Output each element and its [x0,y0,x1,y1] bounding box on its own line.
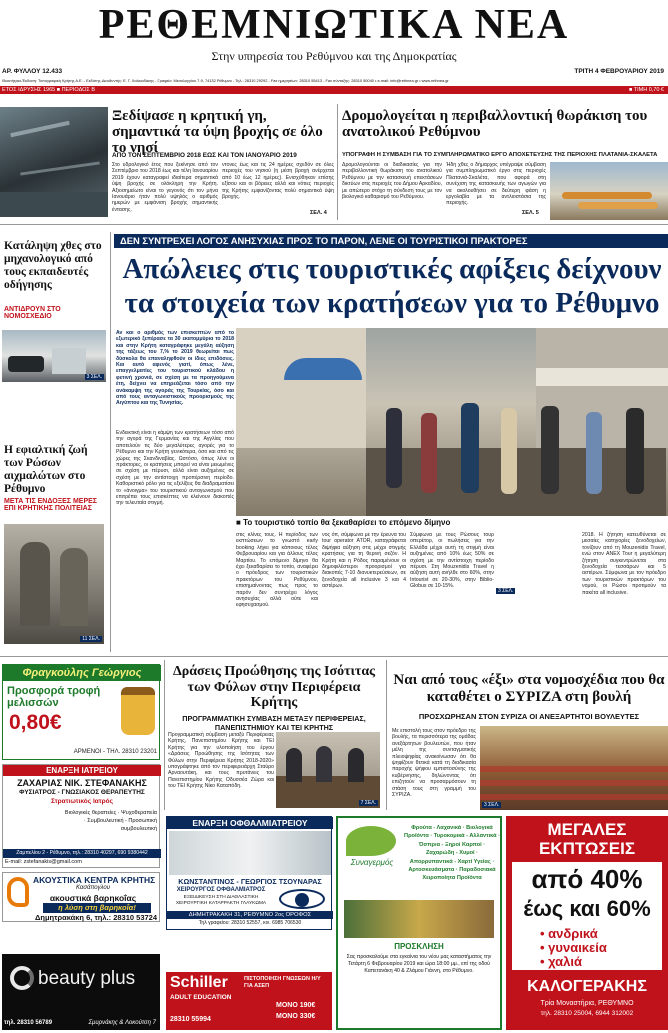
sale-item-2: • γυναικεία [540,940,607,955]
sale-store: ΚΑΛΟΓΕΡΑΚΗΣ [527,978,647,995]
divider [337,104,338,220]
prisoners-photo [4,524,104,644]
rain-col-1: Στο υδρολογικό έτος που ξεκίνησε από τον Σεπτέμβριο του 2018 έως και τέλη Ιανουαρίου 2019 έχουν καταγραφεί ιδιαίτερα σημαντικά ύψη βροχής σε ολόκληρη την Κρήτη. Αξιοσημείωτο είναι το γεγονός ότι τον μήνα Ιανουάριο ήταν πολύ υψηλός ο αριθμός ημερών με εμφάνιση βροχής σημαντικής έντασης. [112,162,218,213]
equality-body: Προγραμματική σύμβαση μεταξύ Περιφέρειας Κρήτης, Πανεπιστημίου Κρήτης και ΤΕΙ Κρήτης για την υλοποίηση του έργου «Δράσεις Προώθησης της Ισότητας των Φύλων στην Περιφέρεια Κρήτης 2018-2020» υπογράφτηκε από τον περιφερειάρχη Σταύρο Αρναουτάκη, και τους πρυτάνεις του Πανεπιστημίου Κρήτης Οδυσσέα Ζώρα και του ΤΕΙ Κρήτης Νίκο Καταπόδη. [168,732,274,790]
pharmacy-offer: Προσφορά τροφή μελισσών [7,685,101,709]
school-price-1: ΜΟΝΟ 190€ [276,1002,316,1009]
signing-photo [276,732,380,808]
clinic-services: Βιολογικές θεραπείες · Ψυχοθεραπεία · Συμβουλευτική - Προσωπική συμβουλευτική [64,810,157,832]
masthead-title: ΡΕΘΕΜΝΙΩΤΙΚΑ ΝΕΑ [98,2,570,48]
env-col-2: Ήδη χθες ο δήμαρχος υπέγραψε σύμβαση για συμπληρωματικό έργο στις περιοχές Πλατανιά-Σκαλέτα, που αφορά στη συνέχιση της κατασκευής των αγωγών για να ακολουθήσει σε δεύτερη φάση η εργολαβία με τα αντλιοστάσια της περιοχής. [446,162,546,207]
main-col-4: Σύμφωνα με τους Ρώσους τουρ οπερέτορ, οι πωλήσεις για την Ελλάδα μέχρι αυτή τη στιγμή είναι αυξημένες από 10% έως 50% σε σχέση με την αντίστοιχη περίοδο πέρυσι. Στη Mouzenidis Travel η αύξηση αυτή ανήλθε στο 60%, στην Intourist σε 20-30%, στην Biblio-Globus σε 10-15%. [410,532,494,590]
hearing-title: ΑΚΟΥΣΤΙΚΑ ΚΕΝΤΡΑ ΚΡΗΤΗΣ [33,875,156,885]
clinic-sub: Στρατιωτικός Ιατρός [50,798,114,805]
prisoners-page-ref: 11 ΣΕΛ. [82,636,100,642]
clinic-banner: ΕΝΑΡΞΗ ΙΑΤΡΕΙΟΥ [3,765,161,776]
rain-photo [0,107,108,217]
organic-text: Σας προσκαλούμε στα εγκαίνια του νέου μας καταστήματος την Τετάρτη 6 Φεβρουαρίου 2019 και ώρα 18:00 μμ., επί της οδού Καπετανάκη 40 & Ζλάμου Γιάννη, στο Ρέθυμνο. [346,954,492,974]
organic-ad [336,816,502,1030]
founded: ΕΤΟΣ ΙΔΡΥΣΗΣ 1965 ■ ΠΕΡΙΟΔΟΣ Β [2,87,96,93]
date: ΤΡΙΤΗ 4 ΦΕΒΡΟΥΑΡΙΟΥ 2019 [574,68,664,75]
eye-phone: Τηλ γραφείου: 28310 52557, κιν. 6985 706530 [198,920,302,926]
masthead [0,0,668,82]
hearing-name: Κασάπογλου [75,885,111,891]
sale-item-1: • ανδρικά [540,926,598,941]
hearing-address: Δημητρακάκη 6, τηλ.: 28310 53724 [34,913,157,922]
divider [0,224,668,225]
bullet-icon: ■ [236,518,244,527]
eye-address: ΔΗΜΗΤΡΑΚΑΚΗ 31, ΡΕΘΥΜΝΟ 2ος ΟΡΟΦΟΣ [167,911,333,919]
rain-headline: Ξεδίψασε η κρητική γη, σημαντικά τα ύψη βροχής σε όλο το νησί [112,108,323,156]
syriza-headline: Ναι από τους «έξι» στα νομοσχέδια που θα καταθέτει ο ΣΥΡΙΖΑ στη βουλή [393,672,665,705]
price: ■ ΤΙΜΗ 0,70 € [628,87,664,93]
prisoners-kicker: ΜΕΤΑ ΤΙΣ ΕΝΔΟΞΕΣ ΜΕΡΕΣ ΕΠΙ ΚΡΗΤΙΚΗΣ ΠΟΛΙΤΕΙΑΣ [4,498,97,512]
prisoners-title: Η εφιαλτική ζωή των Ρώσων αιχμαλώτων στο Ρέθυμνο [4,444,88,495]
divider [164,660,165,810]
school-name: Schiller [170,974,228,991]
organic-products: Φρούτα - Λαχανικά · Βιολογικά Προϊόντα · Τυροκομικά - Αλλαντικά · Όσπρια - Ξηροί Καρποί · Ζαχαρώδη - Χυμοί · Απορρυπαντικά - Χαρτί Υγείας · Αρτοσκευάσματα · Παραδοσιακά Χειροποίητα Προϊόντα [404,825,500,882]
store-photo [344,900,494,938]
hearing-slogan: η λύση στη βαρηκοΐα! [43,903,151,913]
pharmacy-name: Φραγκούλης Γεώργιος [3,665,161,681]
beauty-name: beauty plus [38,968,136,989]
equality-headline: Δράσεις Προώθησης της Ισότιτας των Φύλων στην Περιφέρεια Κρήτης [172,664,376,710]
hearing-tag: ακουστικά βαρηκοΐας [49,893,137,903]
hearing-ad [2,872,160,922]
school-ad [166,972,332,1030]
school-sub: ADULT EDUCATION [170,994,232,1001]
env-kicker: ΥΠΟΓΡΑΦΗ Η ΣΥΜΒΑΣΗ ΓΙΑ ΤΟ ΣΥΜΠΛΗΡΩΜΑΤΙΚΟ ΕΡΓΟ ΑΠΟΧΕΤΕΥΣΗΣ ΤΗΣ ΠΕΡΙΟΧΗΣ ΠΛΑΤΑΝΙΑ-ΣΚΑΛΕΤΑ [342,152,658,158]
main-banner: ΔΕΝ ΣΥΝΤΡΕΧΕΙ ΛΟΓΟΣ ΑΝΗΣΥΧΙΑΣ ΠΡΟΣ ΤΟ ΠΑΡΟΝ, ΛΕΝΕ ΟΙ ΤΟΥΡΙΣΤΙΚΟΙ ΠΡΑΚΤΟΡΕΣ [114,234,668,248]
rain-kicker: ΑΠΟ ΤΟΝ ΣΕΠΤΕΜΒΡΙΟ 2018 ΕΩΣ ΚΑΙ ΤΟΝ ΙΑΝΟΥΑΡΙΟ 2019 [112,152,297,159]
syriza-page-ref: 3 ΣΕΛ. [484,802,500,808]
occupation-title: Κατάληψη χθες στο μηχανολογικό από τους εκπαιδευτές οδήγησης [4,240,102,291]
organic-brand: Συναγερμός [350,858,394,867]
main-col-3: νος όπ, σύμφωνα με την έρευνα του tour operator ATOR, καταγράφεται διψήφια αύξηση στις μέχρι στιγμής κρατήσεις για τη θερινή σεζόν. Η Κρήτη και η Ρόδος παραμένουν οι δημοφιλέστεροι προορισμοί για διακοπές 7-10 διανυκτερεύσεων, σε ξενοδοχεία all inclusive 3 και 4 αστέρων. [322,532,406,590]
eye-icon [279,889,325,909]
eye-sub: ΕΞΕΙΔΙΚΕΥΣΗ ΣΤΗ ΔΙΑΘΛΑΣΤΙΚΗ ΧΕΙΡΟΥΡΓΙΚΗ ΚΑΤΑΡΡΑΚΤΗ ΓΛΑΥΚΩΜΑ [175,895,267,906]
equality-page-ref: 7 ΣΕΛ. [360,800,376,806]
masthead-subtitle: Στην υπηρεσία του Ρεθύμνου και της Δημοκρατίας [211,49,457,63]
sale-item-1-label: ανδρικά [548,926,598,941]
founded-bar [0,86,668,94]
main-body: Ενδεικτική είναι η κάμψη των κρατήσεων τόσο από την αγορά της Γερμανίας και της Αγγλίας που αποτελούν τις δύο μεγαλύτερες αγορές για το Ρέθυμνο και την Κρήτη γενικότερα, όσο και από τις χώρες της Σκανδιναβίας. Ωστόσο, όπως λένε οι πράκτορες, οι κρατήσεις μπορεί να είναι μειωμένες σε σχέση με πέρυσι, αλλά είναι αυξημένες σε σχέση με την αντίστοιχη προπέρσινη περίοδο. Καθοριστικό ρόλο για τις εξελίξεις θα διαδραματίσει το «άνοιγμα» του τουριστικού ανταγωνισμού που επιτρέπει τους επισκέπτες να κλείνουν διακοπές την τελευταία στιγμή. [116,430,234,507]
divider [386,660,387,810]
clinic-ad [2,764,160,868]
organic-invite: ΠΡΟΣΚΛΗΣΗ [394,942,444,951]
beauty-address: Σμυρνάκης & Λοκούτση 7 [88,1020,156,1026]
photo-caption-text: Το τουριστικό τοπίο θα ξεκαθαρίσει το επόμενο δίμηνο [243,518,451,527]
sale-item-2-label: γυναικεία [548,940,607,955]
school-phone: 28310 55994 [170,1016,211,1023]
main-page-ref: 3 ΣΕΛ. [498,588,514,594]
divider [0,656,668,657]
clinic-photo [169,831,331,875]
sale-line-1: από 40% [531,864,643,894]
syriza-body: Με επιστολή τους στον πρόεδρο της βουλής, τα περισσότερα της ομάδας ανεξάρτητων βουλευτών, που ήταν μέλη της συνταγματικής πλειοψηφίας ανακοίνωσαν ότι θα ψηφίζουν θετικά κατά τη διαδικασία παροχής ψήφου εμπιστοσύνης της κυβέρνησης, δηλώνοντας ότι επιζητούν να προσαρμόσουν τη στάση τους στη γραμμή του ΣΥΡΙΖΑ. [392,728,476,799]
sale-title: ΜΕΓΑΛΕΣ ΕΚΠΤΩΣΕΙΣ [538,820,636,858]
sale-item-3-label: χαλιά [548,954,583,969]
rain-col-2: ντονες έως και τις 24 ημέρες σχεδόν σε όλες περιοχές του νησιού (η μέση βροχή ανέρχεται από 10 έως 12 ημέρες). Ενισχύθηκαν επίσης εξίσου και οι βόρειες αλλά και νότιες περιοχές της Κρήτης εμφανίζοντας πολύ σημαντικά ύψη βροχής. [222,162,334,201]
syriza-kicker: ΠΡΟΣΧΩΡΗΣΑΝ ΣΤΟΝ ΣΥΡΙΖΑ ΟΙ ΑΝΕΞΑΡΤΗΤΟΙ ΒΟΥΛΕΥΤΕΣ [418,712,640,721]
eye-name: ΚΩΝΣΤΑΝΤΙΝΟΣ - ΓΕΩΡΓΙΟΣ ΤΣΟΥΝΑΡΑΣ [178,877,322,886]
occupation-page-ref: 3 ΣΕΛ. [86,374,102,380]
pharmacy-address: ΑΡΜΕΝΟΙ - ΤΗΛ. 28310 23201 [73,749,157,755]
equality-kicker: ΠΡΟΓΡΑΜΜΑΤΙΚΗ ΣΥΜΒΑΣΗ ΜΕΤΑΞΥ ΠΕΡΙΦΕΡΕΙΑΣ, ΠΑΝΕΠΙΣΤΗΜΙΟΥ ΚΑΙ ΤΕΙ ΚΡΗΤΗΣ [182,714,366,732]
publisher-info: Ιδιοκτήτρια-Έκδοση: Τυπογραφική Κρήτης Α.Ε. - Εκδότης-Διευθυντής: Ε. Γ. Χαλκιαδάκης - Γραφείο: Μεσολογγίου 7-9, 74132 Ρέθυμνο - Τηλ.: 28310 29292 - Fax ημερησίων: 28310 55413 - Fax σύνταξης: 28310 50040 • e-mail: info@rethnea.gr • www.rethnea.gr [2,78,449,83]
beauty-phone: τηλ. 28310 56789 [4,1020,53,1026]
divider [110,232,111,652]
ear-icon [7,877,29,907]
clinic-name: ΖΑΧΑΡΙΑΣ ΝΙΚ. ΣΤΕΦΑΝΑΚΗΣ [17,778,147,788]
sale-item-3: • χαλιά [540,954,583,969]
leaf-logo-icon [346,826,396,856]
clinic-spec: ΦΥΣΙΑΤΡΟΣ - ΓΝΩΣΙΑΚΟΣ ΘΕΡΑΠΕΥΤΗΣ [19,789,145,796]
protest-photo [2,330,106,382]
eye-banner: ΕΝΑΡΞΗ ΟΦΘΑΛΜΙΑΤΡΕΙΟΥ [167,817,333,829]
sale-phone: τηλ. 28310 25004, 6944 312002 [540,1010,634,1017]
env-col-1: Δρομολογούνται οι διαδικασίες για την περιβαλλοντική θωράκιση του ανατολικού Ρεθύμνου με την κατασκευή επεκτάσεων δικτύων στις περιοχές του Δήμου Αρκαδίου, με απώτερο στόχο τη σύνδεση τους με τον βιολογικό καθαρισμό του Ρεθύμνου. [342,162,442,201]
honey-jar-icon [121,687,155,735]
eye-ad [166,816,332,930]
beauty-logo-icon [10,966,34,990]
main-col-5: 2018. Η ζήτηση κατευθύνεται σε μεσαίες κατηγορίες ξενοδοχείων, τονίζουν από τη Mouzenidis Travel, ενώ στον ANEX Tour η μεγαλύτερη ζήτηση συγκεντρώνεται στα ξενοδοχεία τεσσάρων και 5 αστέρων. Σύμφωνα με τον πρόεδρο των τουριστικών πρακτόρων του νομού, οι Ρώσοι προτιμούν τα πακέτα all inclusive. [582,532,666,596]
main-headline: Απώλειες στις τουριστικές αφίξεις δείχνουν τα στοιχεία των κρατήσεων για το Ρέθυμνο [122,253,662,319]
rain-page-ref: ΣΕΛ. 4 [310,210,327,216]
sale-address: Τρία Μοναστήρια, ΡΕΘΥΜΝΟ [540,1000,634,1007]
sale-line-2: έως και 60% [523,896,651,921]
main-col-2: στις κλίνες τους. Η περίοδος των εκπτώσεων το γνωστό early booking λήγει για κάποιους τέλος Φεβρουαρίου και για άλλους τέλος Μαρτίου. Το επόμενο δίμηνο θα έχει ξεκαθαρίσει το τοπίο, αναφέρει ο πρόεδρος των τουριστικών πρακτόρων του Ρεθύμνου, επισημαίνοντας πως προς το παρόν δεν συντρέχει λόγος ανησυχίας αλλά ούτε και εφησυχασμού. [236,532,318,609]
main-lead: Αν και ο αριθμός των επισκεπτών από το εξωτερικό ξεπέρασε τα 30 εκατομμύρια το 2018 και στην Κρήτη καταγράφηκε μεγάλη αύξηση της τάξεως του 7,% το 2019 θεωρείται πως δύσκολα θα επαναληφθούν οι ίδιες επιδόσεις. Και αυτό αφενός γιατί, όπως λένε, επαγγελματίες του τουριστικού κλάδου η φετινή χρονιά, σε σχέση με τα προηγούμενα έτη, δείχνει να επηρεάζεται τόσο από την ανάκαμψη της αγοράς της Τουρκίας, όσο και από τους ανταγωνιστικούς προορισμούς της Αιγύπτου και της Τυνησίας. [116,330,234,407]
school-cert: ΠΙΣΤΟΠΟΙΗΣΗ ΓΝΩΣΕΩΝ Η/Υ ΓΙΑ ΑΣΕΠ [244,976,321,989]
pharmacy-ad [2,664,160,760]
issue-number: ΑΡ. ΦΥΛΛΟΥ 12.433 [2,68,63,75]
beauty-ad [2,954,160,1030]
tourists-photo [236,328,668,516]
clinic-address: Ζαμπελίου 2 - Ρέθυμνο, τηλ.: 28310 40297, 690 9380442 [3,849,161,858]
env-page-ref: ΣΕΛ. 5 [522,210,539,216]
parliament-photo [480,726,668,810]
pipes-photo [550,162,668,220]
eye-spec: ΧΕΙΡΟΥΡΓΟΣ ΟΦΘΑΛΜΙΑΤΡΟΣ [176,887,266,893]
sale-ad [506,816,668,1030]
occupation-kicker: ΑΝΤΙΔΡΟΥΝ ΣΤΟ ΝΟΜΟΣΧΕΔΙΟ [4,306,61,320]
pharmacy-price: 0,80€ [9,711,62,734]
clinic-email: E-mail: zstefanakis@gmail.com [5,859,82,865]
photo-caption [236,518,668,527]
env-headline: Δρομολογείται η περιβαλλοντική θωράκιση του ανατολικού Ρεθύμνου [342,108,648,140]
school-price-2: ΜΟΝΟ 330€ [276,1013,316,1020]
